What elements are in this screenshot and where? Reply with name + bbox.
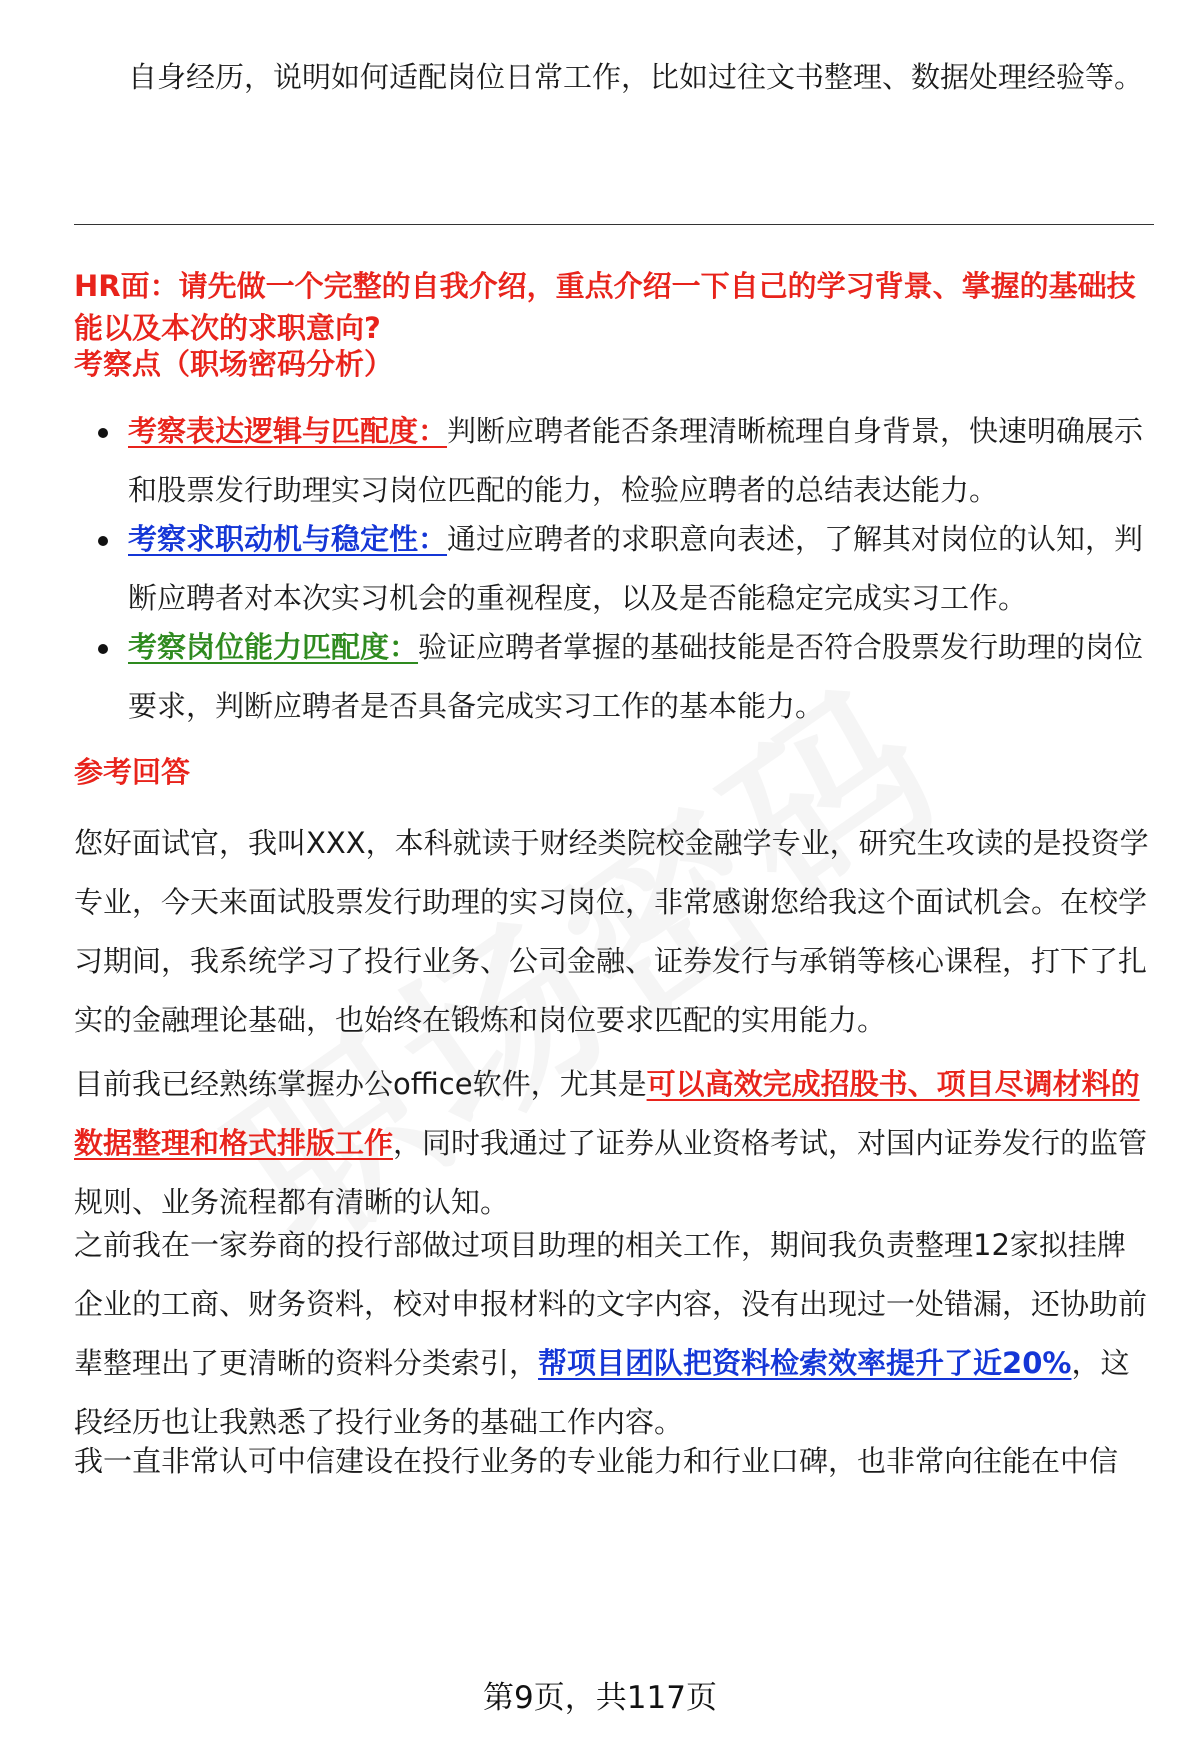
point-text: 判断应聘者能否条理清晰梳理自身背景，快速明确展示和股票发行助理实习岗位匹配的能力，检验应聘者的总结表达能力。 bbox=[128, 414, 1144, 507]
section-divider bbox=[74, 224, 1154, 225]
answer-paragraph-2 bbox=[74, 1055, 1154, 1232]
answer-heading: 参考回答 bbox=[74, 755, 191, 789]
question-title: HR面：请先做一个完整的自我介绍，重点介绍一下自己的学习背景、掌握的基础技能以及本次的求职意向? bbox=[74, 269, 1136, 345]
answer-text: ，这段经历也让我熟悉了投行业务的基础工作内容。 bbox=[74, 1346, 1130, 1439]
highlight-text: 可以高效完成招股书、项目尽调材料的数据整理和格式排版工作 bbox=[74, 1067, 1140, 1160]
answer-paragraph-1: 您好面试官，我叫XXX，本科就读于财经类院校金融学专业，研究生攻读的是投资学专业，今天来面试股票发行助理的实习岗位，非常感谢您给我这个面试机会。在校学习期间，我系统学习了投行业务、公司金融、证券发行与承销等核心课程，打下了扎实的金融理论基础，也始终在锻炼和岗位要求匹配的实用能力。 bbox=[74, 826, 1149, 1037]
intro-continuation: 自身经历，说明如何适配岗位日常工作，比如过往文书整理、数据处理经验等。 bbox=[128, 60, 1144, 94]
point-label: 考察求职动机与稳定性： bbox=[128, 522, 448, 556]
highlight-text: 帮项目团队把资料检索效率提升了近20% bbox=[538, 1346, 1072, 1380]
answer-paragraph-4: 我一直非常认可中信建设在投行业务的专业能力和行业口碑，也非常向往能在中信 bbox=[74, 1444, 1119, 1478]
analysis-heading: 考察点（职场密码分析） bbox=[74, 347, 394, 381]
point-label: 考察表达逻辑与匹配度： bbox=[128, 414, 448, 448]
list-item-job-motivation bbox=[74, 510, 1154, 628]
bullet-dot-icon bbox=[98, 644, 108, 654]
bullet-dot-icon bbox=[98, 428, 108, 438]
list-item-expression-logic bbox=[74, 402, 1154, 520]
answer-text: 目前我已经熟练掌握办公office软件，尤其是 bbox=[74, 1067, 647, 1101]
page-footer: 第9页，共117页 bbox=[483, 1680, 717, 1716]
list-item-ability-match bbox=[74, 618, 1154, 736]
answer-text: 之前我在一家券商的投行部做过项目助理的相关工作，期间我负责整理12家拟挂牌企业的工商、财务资料，校对申报材料的文字内容，没有出现过一处错漏，还协助前辈整理出了更清晰的资料分类索引， bbox=[74, 1228, 1148, 1380]
answer-paragraph-3 bbox=[74, 1216, 1154, 1452]
point-text: 验证应聘者掌握的基础技能是否符合股票发行助理的岗位要求，判断应聘者是否具备完成实习工作的基本能力。 bbox=[128, 630, 1144, 723]
bullet-dot-icon bbox=[98, 536, 108, 546]
answer-text: ，同时我通过了证券从业资格考试，对国内证券发行的监管规则、业务流程都有清晰的认知。 bbox=[74, 1126, 1148, 1219]
point-text: 通过应聘者的求职意向表述，了解其对岗位的认知，判断应聘者对本次实习机会的重视程度，以及是否能稳定完成实习工作。 bbox=[128, 522, 1144, 615]
point-label: 考察岗位能力匹配度： bbox=[128, 630, 419, 664]
